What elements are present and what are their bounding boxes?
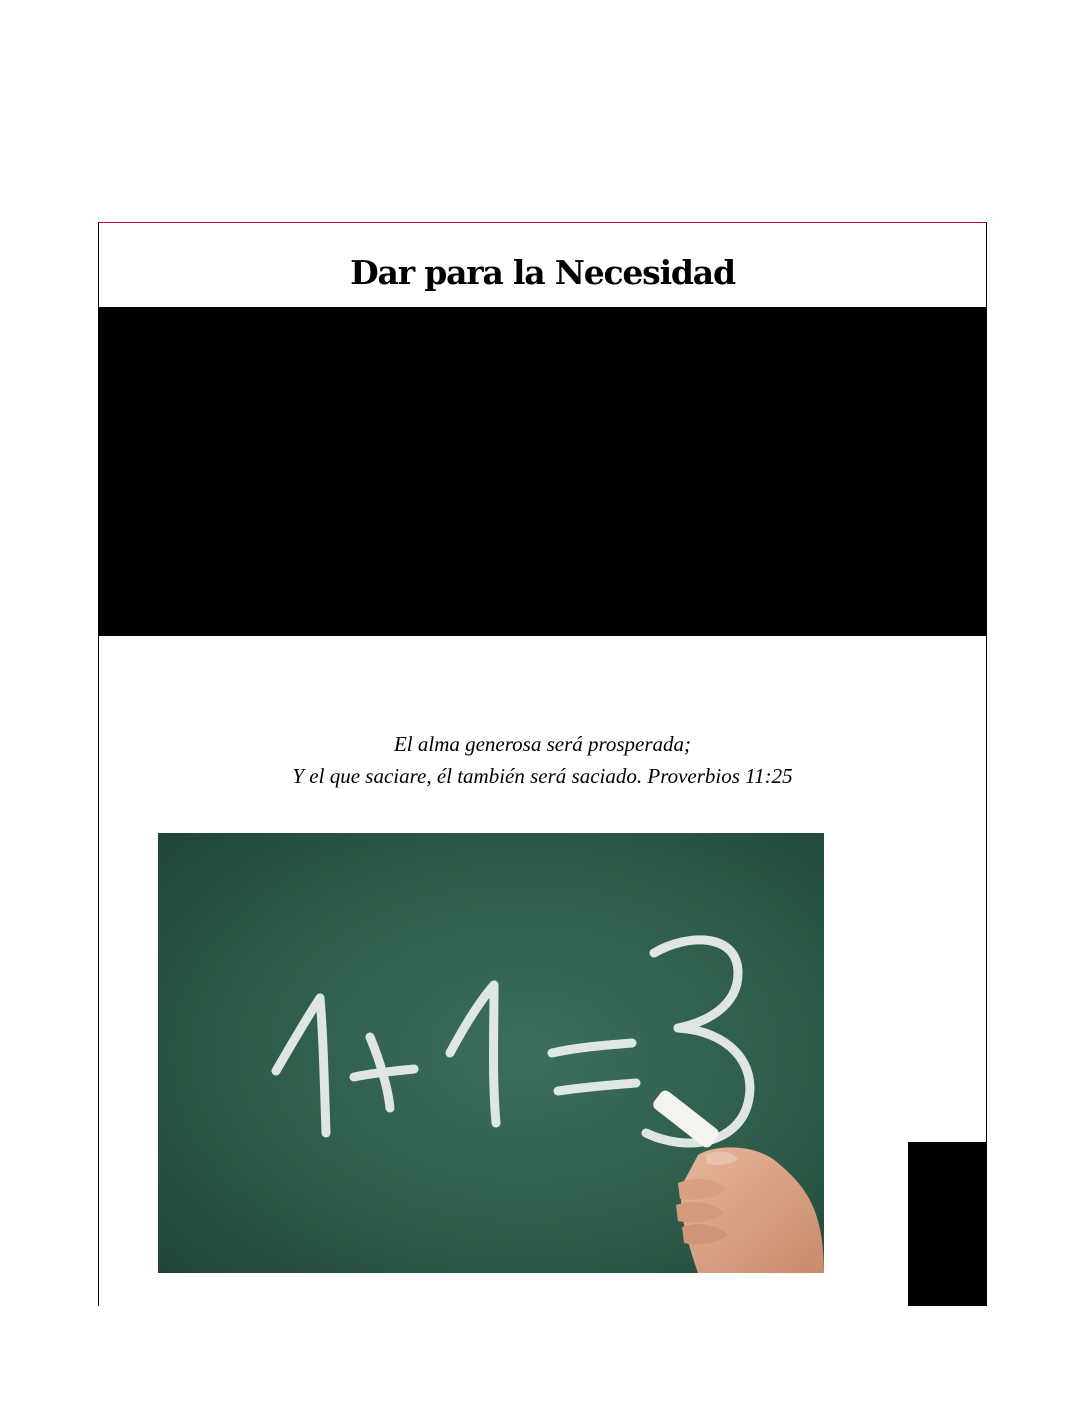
quote-line-1: El alma generosa será prosperada; <box>393 732 692 756</box>
page-title: Dar para la Necesidad <box>350 253 735 292</box>
corner-black-block <box>908 1142 987 1306</box>
scripture-quote <box>99 728 986 792</box>
chalkboard-photo <box>158 833 824 1273</box>
page-frame <box>98 222 987 1306</box>
redacted-band <box>99 308 986 636</box>
quote-line-2: Y el que saciare, él también será saciado. Proverbios 11:25 <box>292 764 793 788</box>
